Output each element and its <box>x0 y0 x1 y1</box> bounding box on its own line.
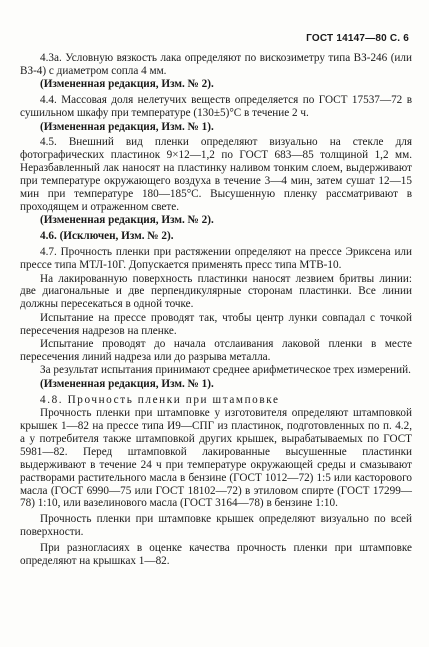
paragraph-4-7-test: Испытание проводят до начала отслаивания лаковой пленки в месте пересечения линий надреза или до разрыва металла. <box>20 338 412 363</box>
paragraph-4-6-excluded: 4.6. (Исключен, Изм. № 2). <box>40 230 174 243</box>
paragraph-4-5: 4.5. Внешний вид пленки определяют визуально на стекле для фотографических пластинок 9×12—1,2 по ГОСТ 683—85 толщиной 1,2 мм. Неразбавленный лак наносят на пластинку наливом тонким слоем, выдерживают при температуре окружающего воздуха в течение 3—4 мин, затем сушат 12—15 мин при температуре 180—185°С. Высушенную пленку рассматривают в проходящем и отраженном свете. <box>20 136 412 213</box>
edit-note: (Измененная редакция, Изм. № 2). <box>40 78 214 91</box>
paragraph-4-7-press: Испытание на прессе проводят так, чтобы центр лунки совпадал с точкой пересечения надрезов на пленке. <box>20 311 412 337</box>
paragraph-4-7: 4.7. Прочность пленки при растяжении определяют на прессе Эриксена или прессе типа МТЛ-10Г. Допускается применять пресс типа МТВ-10. <box>20 246 412 272</box>
section-heading-4-8: 4.8. Прочность пленки при штамповке <box>40 393 280 406</box>
paragraph-4-7-lines: На лакированную поверхность пластинки наносят лезвием бритвы линии: две диагональные и две перпендикулярные сторонам пластинки. Все линии должны пересекаться в одной точке. <box>20 272 412 311</box>
paragraph-4-8-disputes: При разногласиях в оценке качества прочность пленки при штамповке определяют на крышках 1—82. <box>20 542 412 568</box>
page-header: ГОСТ 14147—80 С. 6 <box>306 33 409 44</box>
paragraph-4-4: 4.4. Массовая доля нелетучих веществ определяется по ГОСТ 17537—72 в сушильном шкафу при температуре (130±5)°С в течение 2 ч. <box>20 94 412 120</box>
paragraph-4-8: Прочность пленки при штамповке у изготовителя определяют штамповкой крышек 1—82 на прессе типа И9—СПГ из пластинок, подготовленных по п. 4.2, а у потребителя также штамповкой других крышек, вырабатываемых по ГОСТ 5981—82. Перед штамповкой лакированные высушенные пластинки выдерживают в течение 24 ч при температуре окружающей среды и смазывают растворами растительного масла в бензине (ГОСТ 1012—72) 1:5 или касторового масла (ГОСТ 6990—75 или ГОСТ 18102—72) в этиловом спирте (ГОСТ 17299—78) 1:10, или вазелинового масла (ГОСТ 3164—78) в бензине 1:10. <box>20 407 412 510</box>
paragraph-4-8-visual: Прочность пленки при штамповке крышек определяют визуально по всей поверхности. <box>20 513 412 539</box>
edit-note: (Измененная редакция, Изм. № 1). <box>40 120 214 133</box>
paragraph-4-3a: 4.3а. Условную вязкость лака определяют по вискозиметру типа ВЗ-246 (или ВЗ-4) с диаметром сопла 4 мм. <box>20 52 412 77</box>
edit-note: (Измененная редакция, Изм. № 2). <box>40 214 214 227</box>
paragraph-4-7-result: За результат испытания принимают среднее арифметическое трех измерений. <box>40 364 411 377</box>
document-body <box>20 52 412 568</box>
edit-note: (Измененная редакция, Изм. № 1). <box>40 377 214 390</box>
